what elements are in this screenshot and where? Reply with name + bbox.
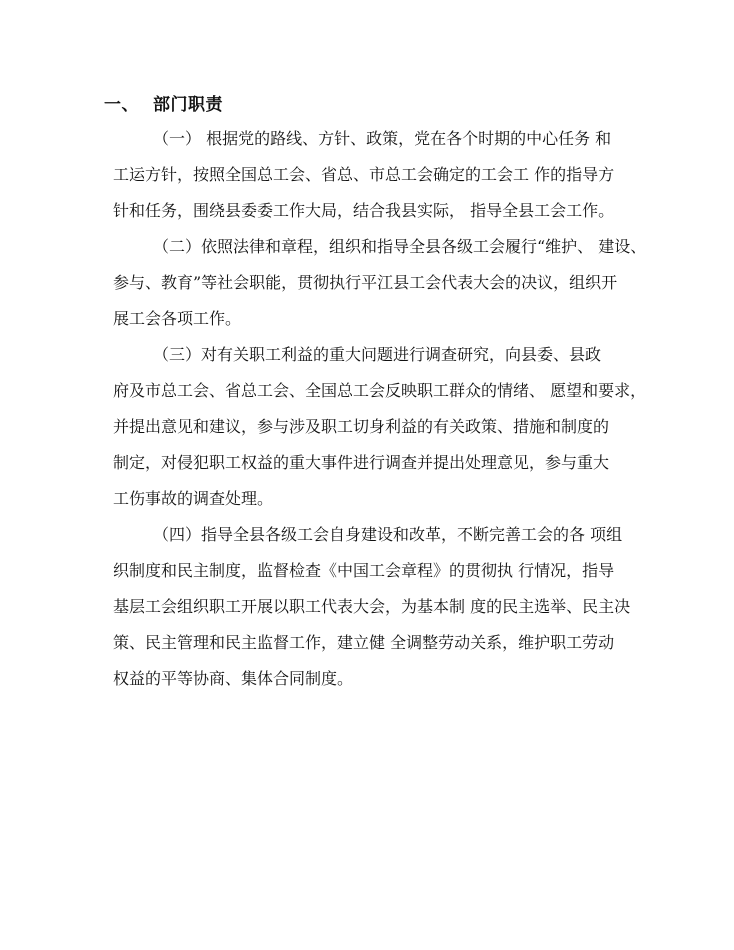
paragraph-line: 展工会各项工作。 <box>113 309 242 328</box>
paragraph-line: 府及市总工会、省总工会、全国总工会反映职工群众的情绪、 愿望和要求， <box>113 381 647 400</box>
paragraph-line: 工伤事故的调查处理。 <box>113 489 274 508</box>
paragraph-line: 并提出意见和建议，参与涉及职工切身利益的有关政策、措施和制度的 <box>113 417 610 436</box>
paragraph-4 <box>113 517 643 697</box>
paragraph-line: （一） 根据党的路线、方针、政策，党在各个时期的中心任务 和 <box>153 129 612 148</box>
section-title: 部门职责 <box>153 95 223 115</box>
paragraph-line: 基层工会组织职工开展以职工代表大会，为基本制 度的民主选举、民主决 <box>113 597 631 616</box>
paragraph-line: （三）对有关职工利益的重大问题进行调查研究，向县委、县政 <box>153 345 602 364</box>
paragraph-line: 制定，对侵犯职工权益的重大事件进行调查并提出处理意见，参与重大 <box>113 453 610 472</box>
paragraph-3 <box>113 337 647 517</box>
paragraph-line: 针和任务，围绕县委委工作大局，结合我县实际， 指导全县工会工作。 <box>113 201 615 220</box>
section-heading <box>104 90 223 115</box>
section-number: 一、 <box>104 95 139 115</box>
paragraph-2 <box>113 229 647 337</box>
paragraph-line: 权益的平等协商、集体合同制度。 <box>113 669 354 688</box>
paragraph-1 <box>113 121 643 229</box>
paragraph-line: 织制度和民主制度，监督检查《中国工会章程》的贯彻执 行情况，指导 <box>113 561 615 580</box>
paragraph-line: 工运方针，按照全国总工会、省总、市总工会确定的工会工 作的指导方 <box>113 165 615 184</box>
paragraph-line: （二）依照法律和章程，组织和指导全县各级工会履行“维护、 建设、 <box>153 237 647 256</box>
paragraph-line: 策、民主管理和民主监督工作，建立健 全调整劳动关系，维护职工劳动 <box>113 633 615 652</box>
paragraph-line: （四）指导全县各级工会自身建设和改革，不断完善工会的各 项组 <box>153 525 623 544</box>
paragraph-line: 参与、教育”等社会职能，贯彻执行平江县工会代表大会的决议，组织开 <box>113 273 618 292</box>
